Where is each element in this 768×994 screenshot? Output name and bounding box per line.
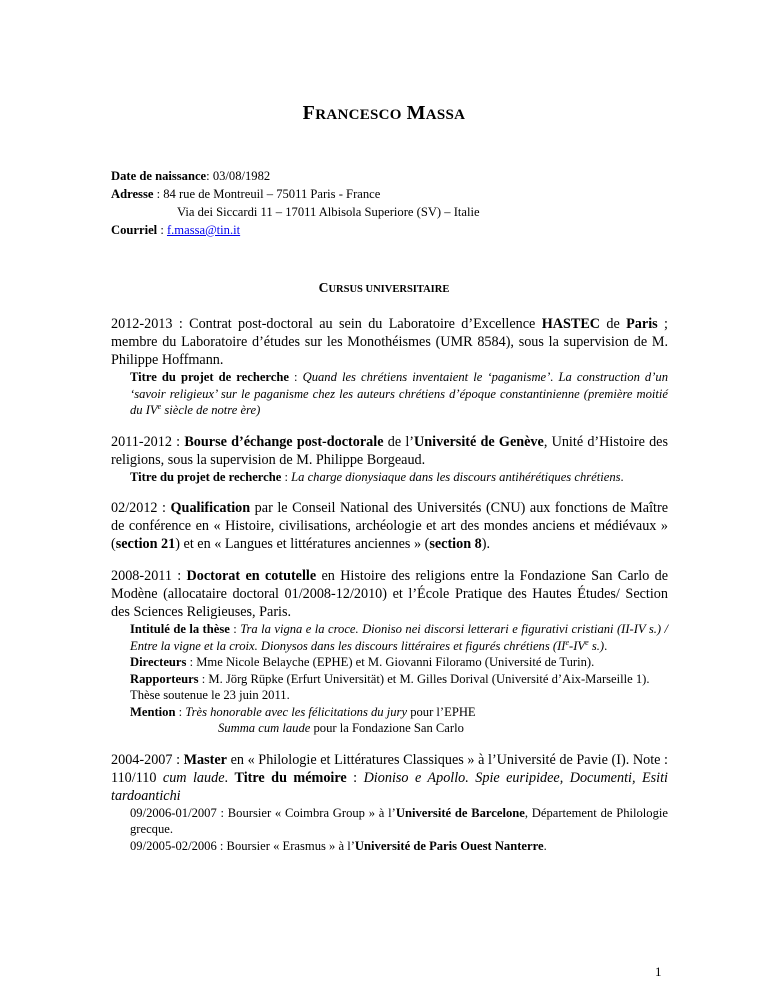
address-line-1: 84 rue de Montreuil – 75011 Paris - France xyxy=(163,187,381,201)
exchange-text: , Département de Philologie grecque. xyxy=(130,805,668,836)
thesis-text: Tra la vigna e la croce. Dioniso nei discorsi letterari e figurativi cristiani (II-IV s.) / Entre la vigne et la croix. Dionysos dans les discours littéraires et figurés chrétiens (II xyxy=(130,622,669,653)
thesis-directors xyxy=(130,654,668,671)
entry-text xyxy=(111,499,668,553)
entry-text-part: de xyxy=(600,316,627,332)
entry-text-part: . xyxy=(224,769,235,786)
thesis-text: s.) xyxy=(588,638,605,653)
exchange-barcelona xyxy=(130,805,668,838)
separator: . xyxy=(620,469,624,484)
cursus-entry-2011 xyxy=(111,433,668,486)
mention-text: Très honorable avec les félicitations du jury xyxy=(185,704,408,719)
superscript: e xyxy=(157,401,162,411)
entry-text-part: 2004-2007 : xyxy=(111,751,184,768)
thesis-text: -IV xyxy=(569,638,586,653)
reviewers-text: : M. Jörg Rüpke (Erfurt Universität) et M. Gilles Dorival (Université d’Aix-Marseille 1). xyxy=(198,671,650,686)
entry-bold: Doctorat en cotutelle xyxy=(186,568,317,584)
cursus-entry-2012 xyxy=(111,315,668,419)
thesis-defense: Thèse soutenue le 23 juin 2011. xyxy=(130,688,290,702)
entry-text xyxy=(111,751,668,805)
entry-text-part: 2008-2011 : xyxy=(111,568,187,584)
separator: : xyxy=(175,704,186,719)
project-text: siècle de notre ère) xyxy=(161,403,261,417)
project-label: Titre du projet de recherche xyxy=(130,469,282,484)
entry-bold: section 8 xyxy=(429,536,482,552)
entry-text-part: 2011-2012 : xyxy=(111,433,185,450)
mention-text: Summa cum laude xyxy=(218,721,311,735)
entry-text-part: ). xyxy=(481,536,491,552)
entry-bold: Université de Genève xyxy=(414,433,544,450)
mention-text: pour la Fondazione San Carlo xyxy=(310,721,464,735)
separator: . xyxy=(604,638,608,653)
separator: : xyxy=(229,622,241,636)
identity-block xyxy=(111,167,480,239)
birth-label: Date de naissance xyxy=(111,169,207,183)
thesis-reviewers xyxy=(130,671,668,688)
entry-text-part: 2012-2013 : Contrat post-doctoral au sein du Laboratoire d’Excellence xyxy=(111,316,542,332)
entry-text-part: : xyxy=(346,769,364,786)
entry-text xyxy=(111,567,668,621)
address-row: Adresse : 84 rue de Montreuil – 75011 Paris - France xyxy=(111,187,381,201)
name-last-initial: M xyxy=(406,102,426,124)
entry-bold: Titre du mémoire xyxy=(234,769,347,786)
cv-name-heading xyxy=(0,102,768,125)
birth-value: 03/08/1982 xyxy=(212,169,271,183)
name-first-initial: F xyxy=(302,102,316,124)
exchange-text: . xyxy=(543,838,547,853)
thesis-mention xyxy=(130,704,668,721)
exchange-university: Université de Paris Ouest Nanterre xyxy=(354,838,544,853)
entry-text-part: ) et en « Langues et littératures anciennes » ( xyxy=(175,536,430,552)
section-initial: C xyxy=(318,280,329,295)
entry-text-part: de l’ xyxy=(383,433,415,450)
exchange-nanterre xyxy=(130,838,668,855)
project-text: Quand les chrétiens inventaient le ‘paganisme’. La construction d’un ‘savoir religieux’ sur le paganisme chez les auteurs chrétiens d’époque constantinienne (première moitié du IV xyxy=(130,370,669,417)
project-text: La charge dionysiaque dans les discours antihérétiques chrétiens xyxy=(291,469,621,484)
entry-text-part: en « Philologie et Littératures Classiques » à l’Université de Pavie (I). Note : 110/110 xyxy=(111,751,668,786)
section-title-cursus xyxy=(0,280,768,296)
project-label: Titre du projet de recherche xyxy=(130,370,289,384)
cursus-entry-doctorat xyxy=(111,567,668,737)
cursus-list xyxy=(111,315,668,868)
directors-text: : Mme Nicole Belayche (EPHE) et M. Giovanni Filoramo (Université de Turin). xyxy=(186,655,595,669)
superscript: e xyxy=(565,637,570,647)
name-first-rest: RANCESCO xyxy=(315,107,402,123)
entry-text xyxy=(111,315,668,369)
separator: : xyxy=(288,370,303,384)
email-label: Courriel xyxy=(111,223,158,237)
entry-text-part: 02/2012 : xyxy=(111,500,171,516)
exchange-university: Université de Barcelone xyxy=(395,805,525,820)
separator: : xyxy=(281,469,292,484)
project-title xyxy=(130,469,668,486)
address-line-2: Via dei Siccardi 11 – 17011 Albisola Superiore (SV) – Italie xyxy=(177,205,480,219)
entry-text-part: ; membre du Laboratoire d’études sur les Monothéismes (UMR 8584), sous la supervision de M. Philippe Hoffmann. xyxy=(111,316,668,368)
entry-bold: HASTEC xyxy=(541,316,601,332)
entry-text-part: , Unité d’Histoire des religions, sous la supervision de M. Philippe Borgeaud. xyxy=(111,433,668,468)
name-last-rest: ASSA xyxy=(425,107,466,123)
cursus-entry-master xyxy=(111,751,668,855)
project-title xyxy=(130,369,668,419)
cursus-entry-qualification xyxy=(111,499,668,553)
exchange-text: 09/2005-02/2006 : Boursier « Erasmus » à l’ xyxy=(130,838,355,853)
entry-bold: section 21 xyxy=(115,536,176,552)
mention-label: Mention xyxy=(130,704,176,719)
address-row-2 xyxy=(111,203,480,221)
entry-bold: Master xyxy=(183,751,227,768)
birth-row: Date de naissance: 03/08/1982 xyxy=(111,169,271,183)
thesis-label: Intitulé de la thèse xyxy=(130,622,230,636)
page-number: 1 xyxy=(655,964,662,979)
directors-label: Directeurs xyxy=(130,655,187,669)
entry-text-part: en Histoire des religions entre la Fondazione San Carlo de Modène (allocataire doctoral 01/2008-12/2010) et l’École Pratique des Hautes Études/ Section des Sciences Religieuses, Paris. xyxy=(111,568,669,620)
thesis-mention-2 xyxy=(130,720,668,737)
reviewers-label: Rapporteurs xyxy=(130,671,199,686)
exchange-text: 09/2006-01/2007 : Boursier « Coimbra Group » à l’ xyxy=(130,805,396,820)
entry-text xyxy=(111,433,668,469)
thesis-title xyxy=(130,621,668,654)
email-row: Courriel : f.massa@tin.it xyxy=(111,223,241,237)
thesis-details xyxy=(130,621,668,737)
superscript: e xyxy=(585,637,589,647)
section-rest: URSUS UNIVERSITAIRE xyxy=(328,284,450,295)
address-label: Adresse xyxy=(111,187,154,201)
mention-text: pour l’EPHE xyxy=(407,704,476,719)
entry-bold: Paris xyxy=(626,316,658,332)
entry-italic: cum laude xyxy=(162,769,225,786)
email-link[interactable]: f.massa@tin.it xyxy=(166,223,241,237)
entry-italic: Dioniso e Apollo. Spie euripidee, Documenti, Esiti tardoantichi xyxy=(111,769,668,804)
entry-text-part: par le Conseil National des Universités (CNU) aux fonctions de Maître de conférence en « Histoire, civilisations, archéologie et art des mondes anciens et médiévaux » ( xyxy=(111,500,668,552)
entry-bold: Qualification xyxy=(170,500,251,516)
entry-bold: Bourse d’échange post-doctorale xyxy=(184,433,384,450)
